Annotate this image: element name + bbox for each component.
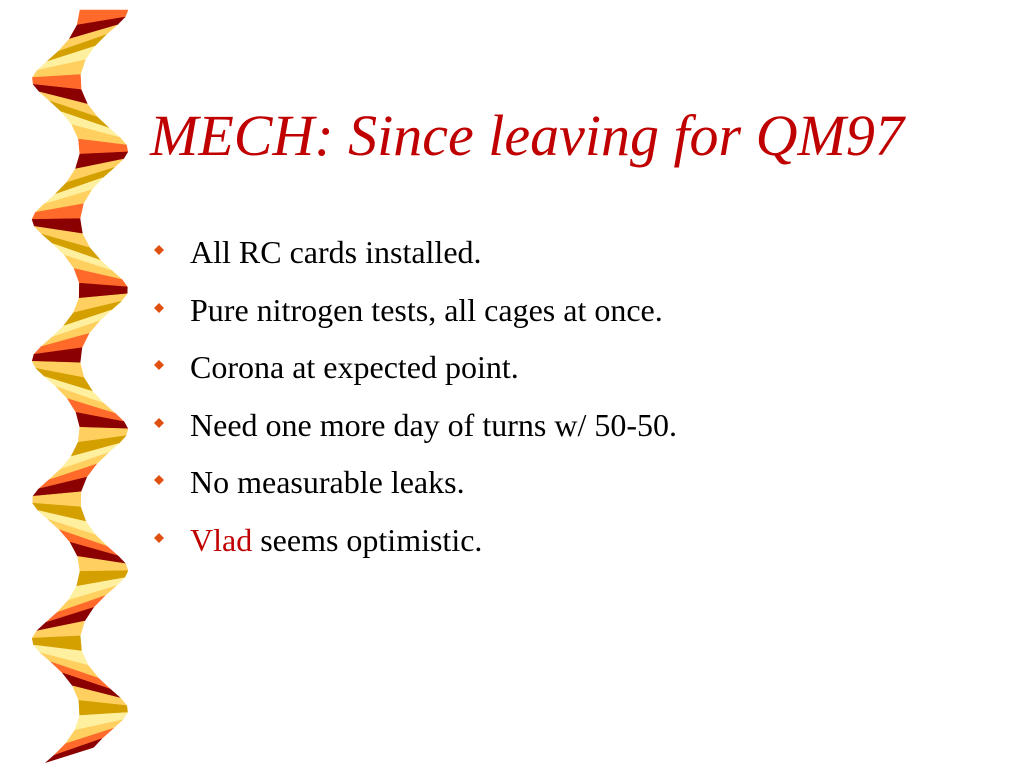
slide-title: MECH: Since leaving for QM97 xyxy=(150,103,904,168)
diamond-icon xyxy=(150,401,190,428)
diamond-icon xyxy=(150,228,190,255)
bullet-text-rest: seems optimistic. xyxy=(252,521,483,558)
bullet-text: Corona at expected point. xyxy=(190,349,519,385)
bullet-item xyxy=(150,516,677,574)
bullet-text: Need one more day of turns w/ 50-50. xyxy=(190,406,677,443)
bullet-text xyxy=(190,516,482,564)
bullet-text: No measurable leaks. xyxy=(190,464,465,500)
diamond-icon xyxy=(150,286,190,313)
diamond-icon xyxy=(150,516,190,543)
bullet-item xyxy=(150,228,677,286)
bullet-item xyxy=(150,286,677,344)
bullet-item xyxy=(150,343,677,401)
bullet-item xyxy=(150,401,677,459)
diamond-icon xyxy=(150,458,190,485)
highlight-name: Vlad xyxy=(190,521,253,558)
bullet-text: Pure nitrogen tests, all cages at once. xyxy=(190,291,663,328)
bullet-text: All RC cards installed. xyxy=(190,234,482,270)
bullet-item xyxy=(150,458,677,516)
decorative-ribbon xyxy=(0,0,140,768)
diamond-icon xyxy=(150,343,190,370)
bullet-list xyxy=(150,228,677,573)
